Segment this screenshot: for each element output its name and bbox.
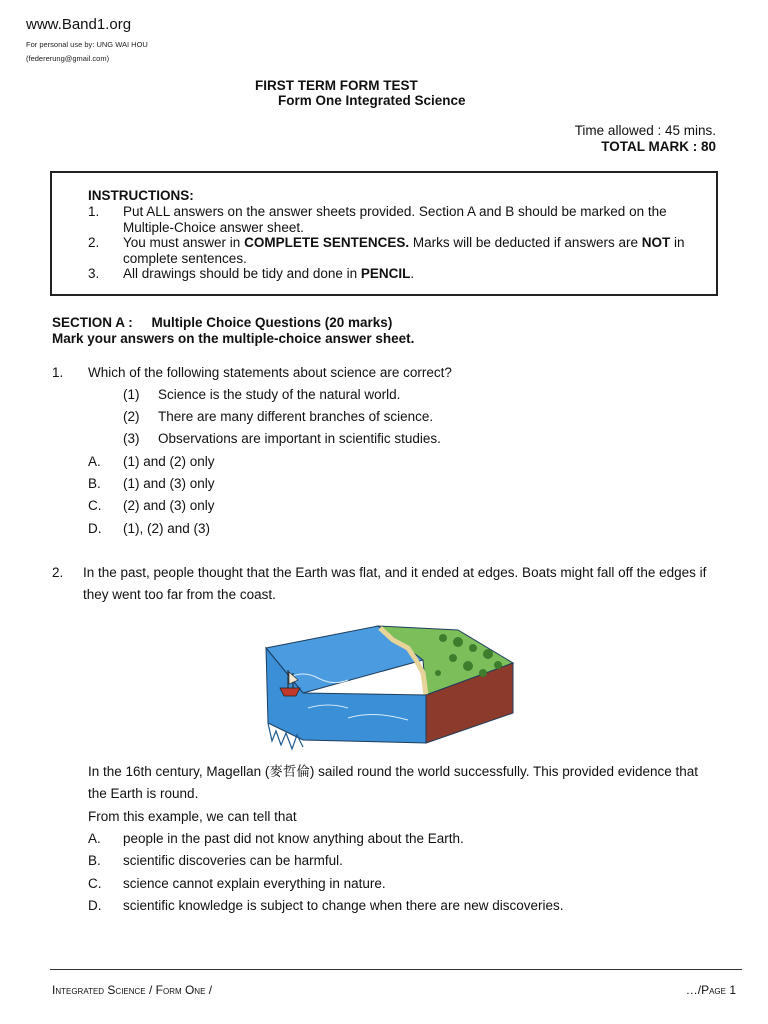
option-letter: C. — [88, 498, 102, 513]
option — [0, 495, 768, 517]
question-number: 2. — [52, 565, 64, 580]
test-title: FIRST TERM FORM TEST — [255, 78, 418, 93]
option-text: (1) and (3) only — [123, 476, 215, 491]
footer-page: …/Page 1 — [685, 983, 736, 997]
option-letter: B. — [88, 853, 101, 868]
statement-text: Science is the study of the natural world. — [158, 387, 401, 402]
option-text: scientific knowledge is subject to change when there are new discoveries. — [123, 898, 564, 913]
personal-use-note: For personal use by: UNG WAI HOU — [26, 40, 148, 49]
option-letter: B. — [88, 476, 101, 491]
site-name: www.Band1.org — [26, 16, 132, 33]
option — [0, 828, 768, 850]
question-number: 1. — [52, 365, 64, 380]
instruction-item — [0, 204, 768, 238]
flat-earth-illustration — [258, 618, 520, 753]
option-text: people in the past did not know anything about the Earth. — [123, 831, 464, 846]
statement — [0, 384, 768, 406]
total-mark: TOTAL MARK : 80 — [601, 139, 716, 154]
option-text: scientific discoveries can be harmful. — [123, 853, 343, 868]
statement-text: There are many different branches of science. — [158, 409, 434, 424]
question-2-lead: From this example, we can tell that — [88, 809, 297, 824]
option-text: (2) and (3) only — [123, 498, 215, 513]
question-2-stem — [0, 562, 768, 608]
statement-text: Observations are important in scientific studies. — [158, 431, 441, 446]
instruction-text: All drawings should be tidy and done in PENCIL. — [123, 266, 415, 281]
option-text: (1) and (2) only — [123, 454, 215, 469]
instruction-number: 1. — [88, 204, 100, 219]
instruction-number: 2. — [88, 235, 100, 250]
section-a-subheading: Mark your answers on the multiple-choice answer sheet. — [52, 331, 415, 346]
option-letter: D. — [88, 521, 102, 536]
option-text: science cannot explain everything in nature. — [123, 876, 386, 891]
question-text: Which of the following statements about science are correct? — [88, 365, 452, 380]
option-letter: D. — [88, 898, 102, 913]
question-1-stem — [0, 362, 768, 384]
statement-number: (2) — [123, 409, 140, 424]
statement — [0, 406, 768, 428]
option — [0, 518, 768, 540]
instruction-text: You must answer in COMPLETE SENTENCES. Marks will be deducted if answers are NOT in complete sentences. — [123, 235, 685, 266]
section-a-heading: SECTION A : Multiple Choice Questions (20 marks) — [52, 315, 393, 330]
option — [0, 451, 768, 473]
time-allowed: Time allowed : 45 mins. — [574, 123, 716, 138]
question-text: In the past, people thought that the Earth was flat, and it ended at edges. Boats might fall off the edges if they went too far from the coast. — [83, 565, 707, 602]
statement — [0, 428, 768, 450]
footer-course: Integrated Science / Form One / — [52, 983, 213, 997]
question-2-paragraph: In the 16th century, Magellan (麥哲倫) sailed round the world successfully. This provided evidence that the Earth is round. — [88, 764, 699, 801]
option-letter: A. — [88, 454, 101, 469]
option-text: (1), (2) and (3) — [123, 521, 211, 536]
instruction-text: Put ALL answers on the answer sheets provided. Section A and B should be marked on the Multiple-Choice answer sheet. — [123, 204, 667, 235]
instruction-number: 3. — [88, 266, 100, 281]
instruction-item — [0, 235, 768, 269]
option-letter: A. — [88, 831, 101, 846]
instructions-heading: INSTRUCTIONS: — [88, 188, 194, 203]
email-note: (federerung@gmail.com) — [26, 54, 110, 63]
option-letter: C. — [88, 876, 102, 891]
footer-divider — [50, 969, 742, 970]
option — [0, 850, 768, 872]
test-subtitle: Form One Integrated Science — [278, 93, 466, 108]
option — [0, 473, 768, 495]
option — [0, 895, 768, 917]
statement-number: (1) — [123, 387, 140, 402]
instruction-item — [0, 266, 768, 284]
statement-number: (3) — [123, 431, 140, 446]
option — [0, 873, 768, 895]
